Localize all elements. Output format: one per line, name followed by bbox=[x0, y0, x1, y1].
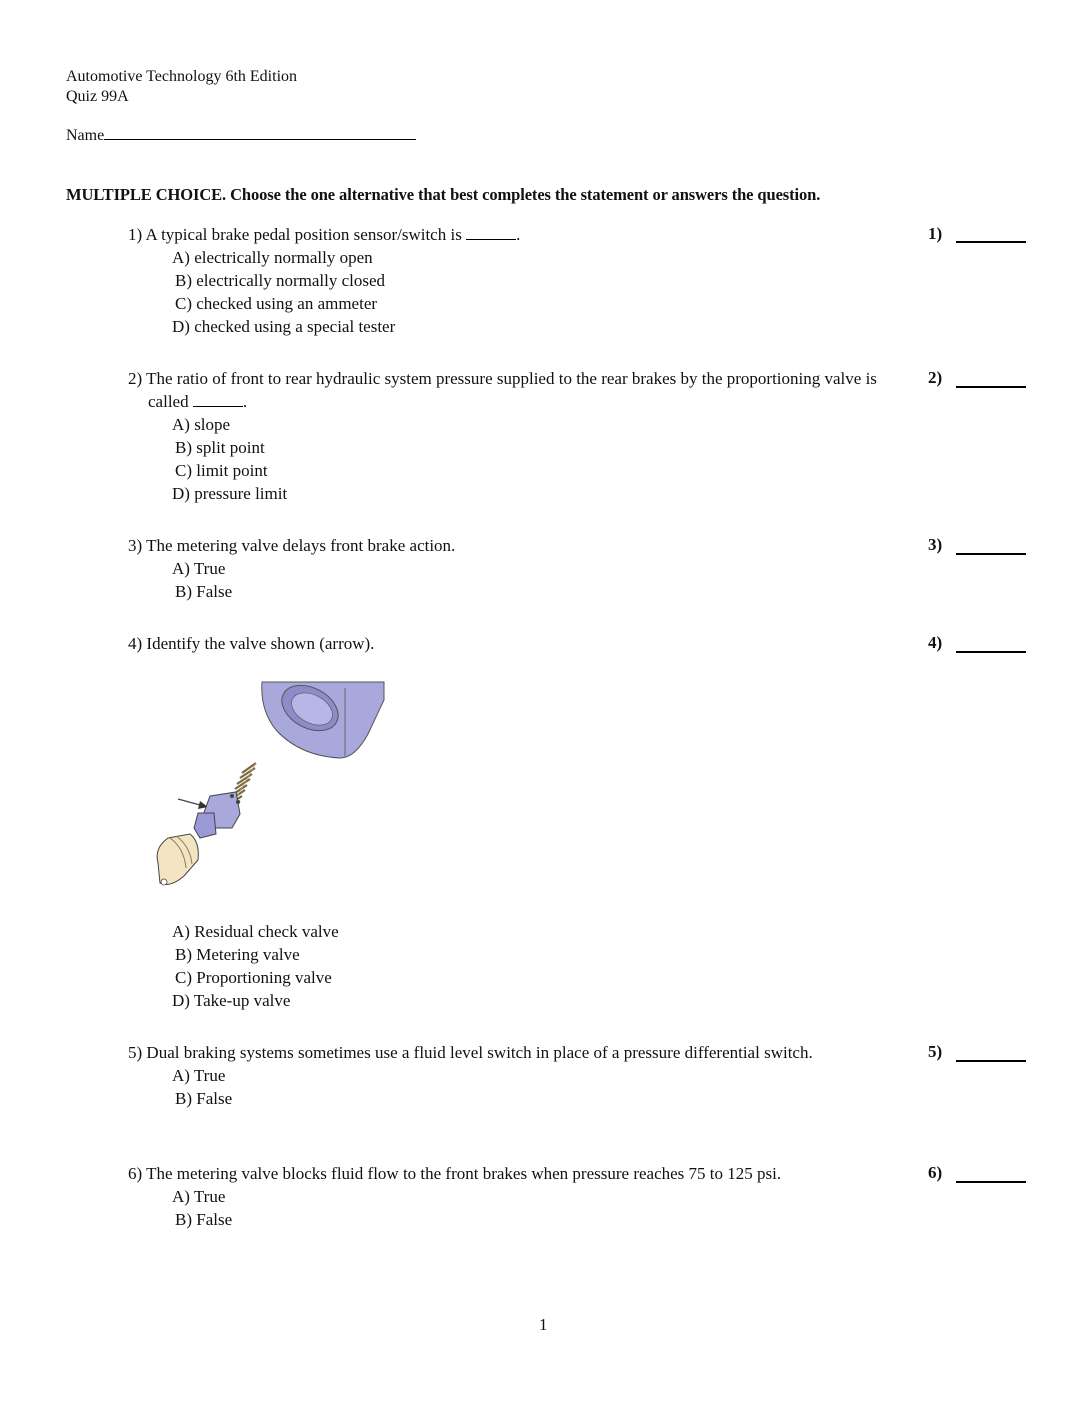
option-a[interactable]: A) slope bbox=[172, 415, 231, 434]
option-c[interactable]: C) checked using an ammeter bbox=[175, 294, 378, 313]
inline-blank bbox=[466, 225, 516, 240]
option-a[interactable]: A) True bbox=[172, 559, 226, 578]
question-stem: 5) Dual braking systems sometimes use a fluid level switch in place of a pressure differential switch. bbox=[128, 1043, 813, 1062]
option-d[interactable]: D) Take-up valve bbox=[172, 991, 291, 1010]
question-stem: 2) The ratio of front to rear hydraulic system pressure supplied to the rear brakes by the proportioning valve is called . bbox=[128, 369, 877, 411]
question-3 bbox=[128, 534, 908, 603]
inline-blank bbox=[193, 392, 243, 407]
question-4-options bbox=[128, 920, 908, 1012]
answer-label-2: 2) bbox=[928, 368, 943, 387]
answer-label-3: 3) bbox=[928, 535, 943, 554]
answer-blank-1[interactable] bbox=[956, 241, 1026, 243]
option-d[interactable]: D) checked using a special tester bbox=[172, 317, 396, 336]
question-stem: 6) The metering valve blocks fluid flow to the front brakes when pressure reaches 75 to 125 psi. bbox=[128, 1164, 782, 1183]
answer-blank-2[interactable] bbox=[956, 386, 1026, 388]
quiz-title: Quiz 99A bbox=[66, 88, 129, 105]
answer-blank-5[interactable] bbox=[956, 1060, 1026, 1062]
question-stem: 3) The metering valve delays front brake action. bbox=[128, 536, 456, 555]
answer-label-6: 6) bbox=[928, 1163, 943, 1182]
answer-blank-6[interactable] bbox=[956, 1181, 1026, 1183]
answer-blank-3[interactable] bbox=[956, 553, 1026, 555]
option-a[interactable]: A) True bbox=[172, 1187, 226, 1206]
question-stem: 1) A typical brake pedal position sensor/switch is . bbox=[128, 225, 521, 244]
option-a[interactable]: A) Residual check valve bbox=[172, 922, 339, 941]
exploded-valve-icon bbox=[140, 678, 400, 898]
option-d[interactable]: D) pressure limit bbox=[172, 484, 288, 503]
option-b[interactable]: B) electrically normally closed bbox=[175, 271, 386, 290]
option-b[interactable]: B) False bbox=[175, 582, 233, 601]
name-blank-line[interactable] bbox=[104, 125, 416, 140]
option-a[interactable]: A) electrically normally open bbox=[172, 248, 373, 267]
answer-label-5: 5) bbox=[928, 1042, 943, 1061]
question-2 bbox=[128, 367, 908, 505]
question-stem: 4) Identify the valve shown (arrow). bbox=[128, 634, 375, 653]
answer-label-1: 1) bbox=[928, 224, 943, 243]
name-field[interactable] bbox=[66, 125, 416, 146]
question-1 bbox=[128, 223, 908, 338]
valve-illustration bbox=[140, 678, 400, 898]
question-5 bbox=[128, 1041, 908, 1110]
question-4 bbox=[128, 632, 908, 655]
option-c[interactable]: C) limit point bbox=[175, 461, 268, 480]
book-title: Automotive Technology 6th Edition bbox=[66, 68, 298, 85]
answer-label-4: 4) bbox=[928, 633, 943, 652]
option-b[interactable]: B) False bbox=[175, 1089, 233, 1108]
instructions: MULTIPLE CHOICE. Choose the one alternative that best completes the statement or answers the question. bbox=[66, 185, 821, 204]
page-number: 1 bbox=[539, 1315, 548, 1334]
option-c[interactable]: C) Proportioning valve bbox=[175, 968, 332, 987]
name-label: Name bbox=[66, 127, 105, 144]
option-b[interactable]: B) False bbox=[175, 1210, 233, 1229]
question-6 bbox=[128, 1162, 928, 1231]
option-b[interactable]: B) split point bbox=[175, 438, 265, 457]
option-b[interactable]: B) Metering valve bbox=[175, 945, 300, 964]
answer-blank-4[interactable] bbox=[956, 651, 1026, 653]
option-a[interactable]: A) True bbox=[172, 1066, 226, 1085]
